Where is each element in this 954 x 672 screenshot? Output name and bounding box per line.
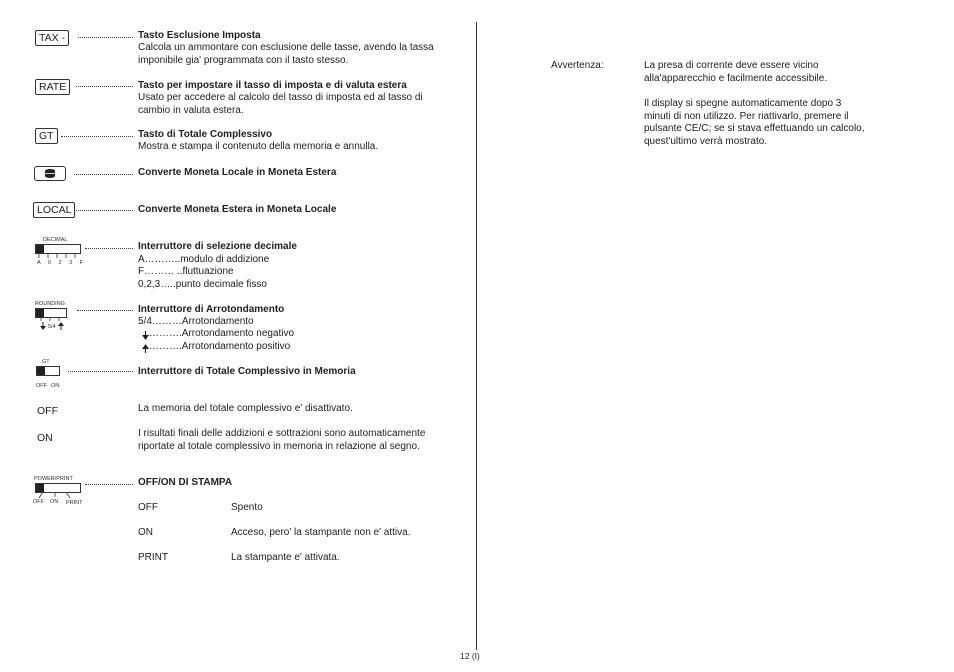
local-key-icon: LOCAL bbox=[33, 202, 75, 218]
arrow-down-icon bbox=[142, 331, 149, 340]
leader-dots bbox=[68, 371, 133, 372]
arrow-up-icon bbox=[58, 322, 64, 330]
gt-title: Tasto di Totale Complessivo bbox=[138, 129, 273, 140]
power-row-label: ON bbox=[138, 527, 153, 538]
arrow-up-icon bbox=[142, 344, 149, 353]
power-switch-on: ON bbox=[50, 499, 59, 505]
power-title: OFF/ON DI STAMPA bbox=[138, 477, 233, 488]
warning-label: Avvertenza: bbox=[551, 60, 604, 71]
power-row-label: PRINT bbox=[138, 552, 168, 563]
decimal-switch-label: DECIMAL bbox=[43, 237, 68, 243]
rate-key-icon: RATE bbox=[35, 79, 70, 95]
arrow-down-icon bbox=[40, 322, 46, 330]
decimal-line-3: 0,2,3…..punto decimale fisso bbox=[138, 279, 267, 290]
leader-dots bbox=[76, 210, 133, 211]
rounding-switch-label: ROUNDING bbox=[35, 301, 65, 307]
gt-key-icon: GT bbox=[35, 128, 58, 144]
decimal-title: Interruttore di selezione decimale bbox=[138, 241, 297, 252]
leader-dots bbox=[76, 86, 133, 87]
power-row-desc: Spento bbox=[231, 502, 263, 513]
tax-description: Calcola un ammontare con esclusione delle tasse, avendo la tassa imponibile gia' programmata con il tasto stesso. bbox=[138, 42, 434, 66]
gtswitch-title: Interruttore di Totale Complessivo in Memoria bbox=[138, 366, 356, 377]
local-title: Converte Moneta Estera in Moneta Locale bbox=[138, 204, 337, 215]
power-row-label: OFF bbox=[138, 502, 158, 513]
rounding-line-3: ……….Arrotondamento positivo bbox=[149, 341, 291, 352]
gt-switch-label: GT bbox=[42, 359, 50, 365]
warning-text: La presa di corrente deve essere vicino alla'apparecchio e facilmente accessibile. bbox=[644, 60, 828, 84]
gtswitch-on-label: ON bbox=[37, 432, 53, 444]
gtswitch-on-desc: I risultati finali delle addizioni e sottrazioni sono automaticamente riportate al totale complessivo in memoria in relazione al segno. bbox=[138, 428, 426, 452]
rate-description: Usato per accedere al calcolo del tasso di imposta ed al tasso di cambio in valuta estera. bbox=[138, 92, 423, 116]
currency-title: Converte Moneta Locale in Moneta Estera bbox=[138, 167, 337, 178]
decimal-line-1: A………..modulo di addizione bbox=[138, 254, 270, 265]
power-row-desc: La stampante e' attivata. bbox=[231, 552, 340, 563]
rounding-line-1: 5/4………Arrotondamento bbox=[138, 316, 254, 327]
leader-dots bbox=[61, 136, 133, 137]
gt-switch-on: ON bbox=[51, 383, 60, 389]
leader-dots bbox=[85, 248, 133, 249]
power-row-desc: Acceso, pero' la stampante non e' attiva. bbox=[231, 527, 411, 538]
gtswitch-off-label: OFF bbox=[37, 405, 58, 417]
display-text: Il display si spegne automaticamente dopo 3 minuti di non utilizzo. Per riattivarlo, premere il pulsante CE/C; se si stava effettuando un calcolo, quest'ultimo verrà mostrato. bbox=[644, 98, 865, 147]
power-switch-off: OFF bbox=[33, 499, 44, 505]
power-switch-ticks bbox=[35, 492, 75, 499]
rounding-title: Interruttore di Arrotondamento bbox=[138, 304, 285, 315]
gt-switch-icon bbox=[36, 366, 60, 376]
leader-dots bbox=[74, 174, 133, 175]
power-switch-label: POWER/PRINT bbox=[34, 476, 73, 482]
coin-stack-icon bbox=[34, 166, 66, 181]
leader-dots bbox=[77, 310, 133, 311]
power-switch-print: PRINT bbox=[66, 500, 83, 506]
page-number: 12 (I) bbox=[460, 651, 480, 661]
tax-minus-key-icon: TAX - bbox=[35, 30, 69, 46]
leader-dots bbox=[78, 37, 133, 38]
gt-description: Mostra e stampa il contenuto della memoria e annulla. bbox=[138, 141, 379, 152]
column-divider bbox=[476, 22, 477, 650]
decimal-tick-labels: A 0 2 3 F bbox=[37, 260, 85, 266]
tax-title: Tasto Esclusione Imposta bbox=[138, 30, 261, 41]
rounding-tick-5-4: 5/4 bbox=[48, 324, 56, 330]
rate-title: Tasto per impostare il tasso di imposta e di valuta estera bbox=[138, 80, 407, 91]
gtswitch-off-desc: La memoria del totale complessivo e' disattivato. bbox=[138, 403, 353, 414]
rounding-line-2: ……….Arrotondamento negativo bbox=[149, 328, 295, 339]
decimal-line-2: F……… ..fluttuazione bbox=[138, 266, 234, 277]
gt-switch-off: OFF bbox=[36, 383, 47, 389]
decimal-switch-ticks bbox=[35, 253, 81, 259]
leader-dots bbox=[85, 484, 133, 485]
